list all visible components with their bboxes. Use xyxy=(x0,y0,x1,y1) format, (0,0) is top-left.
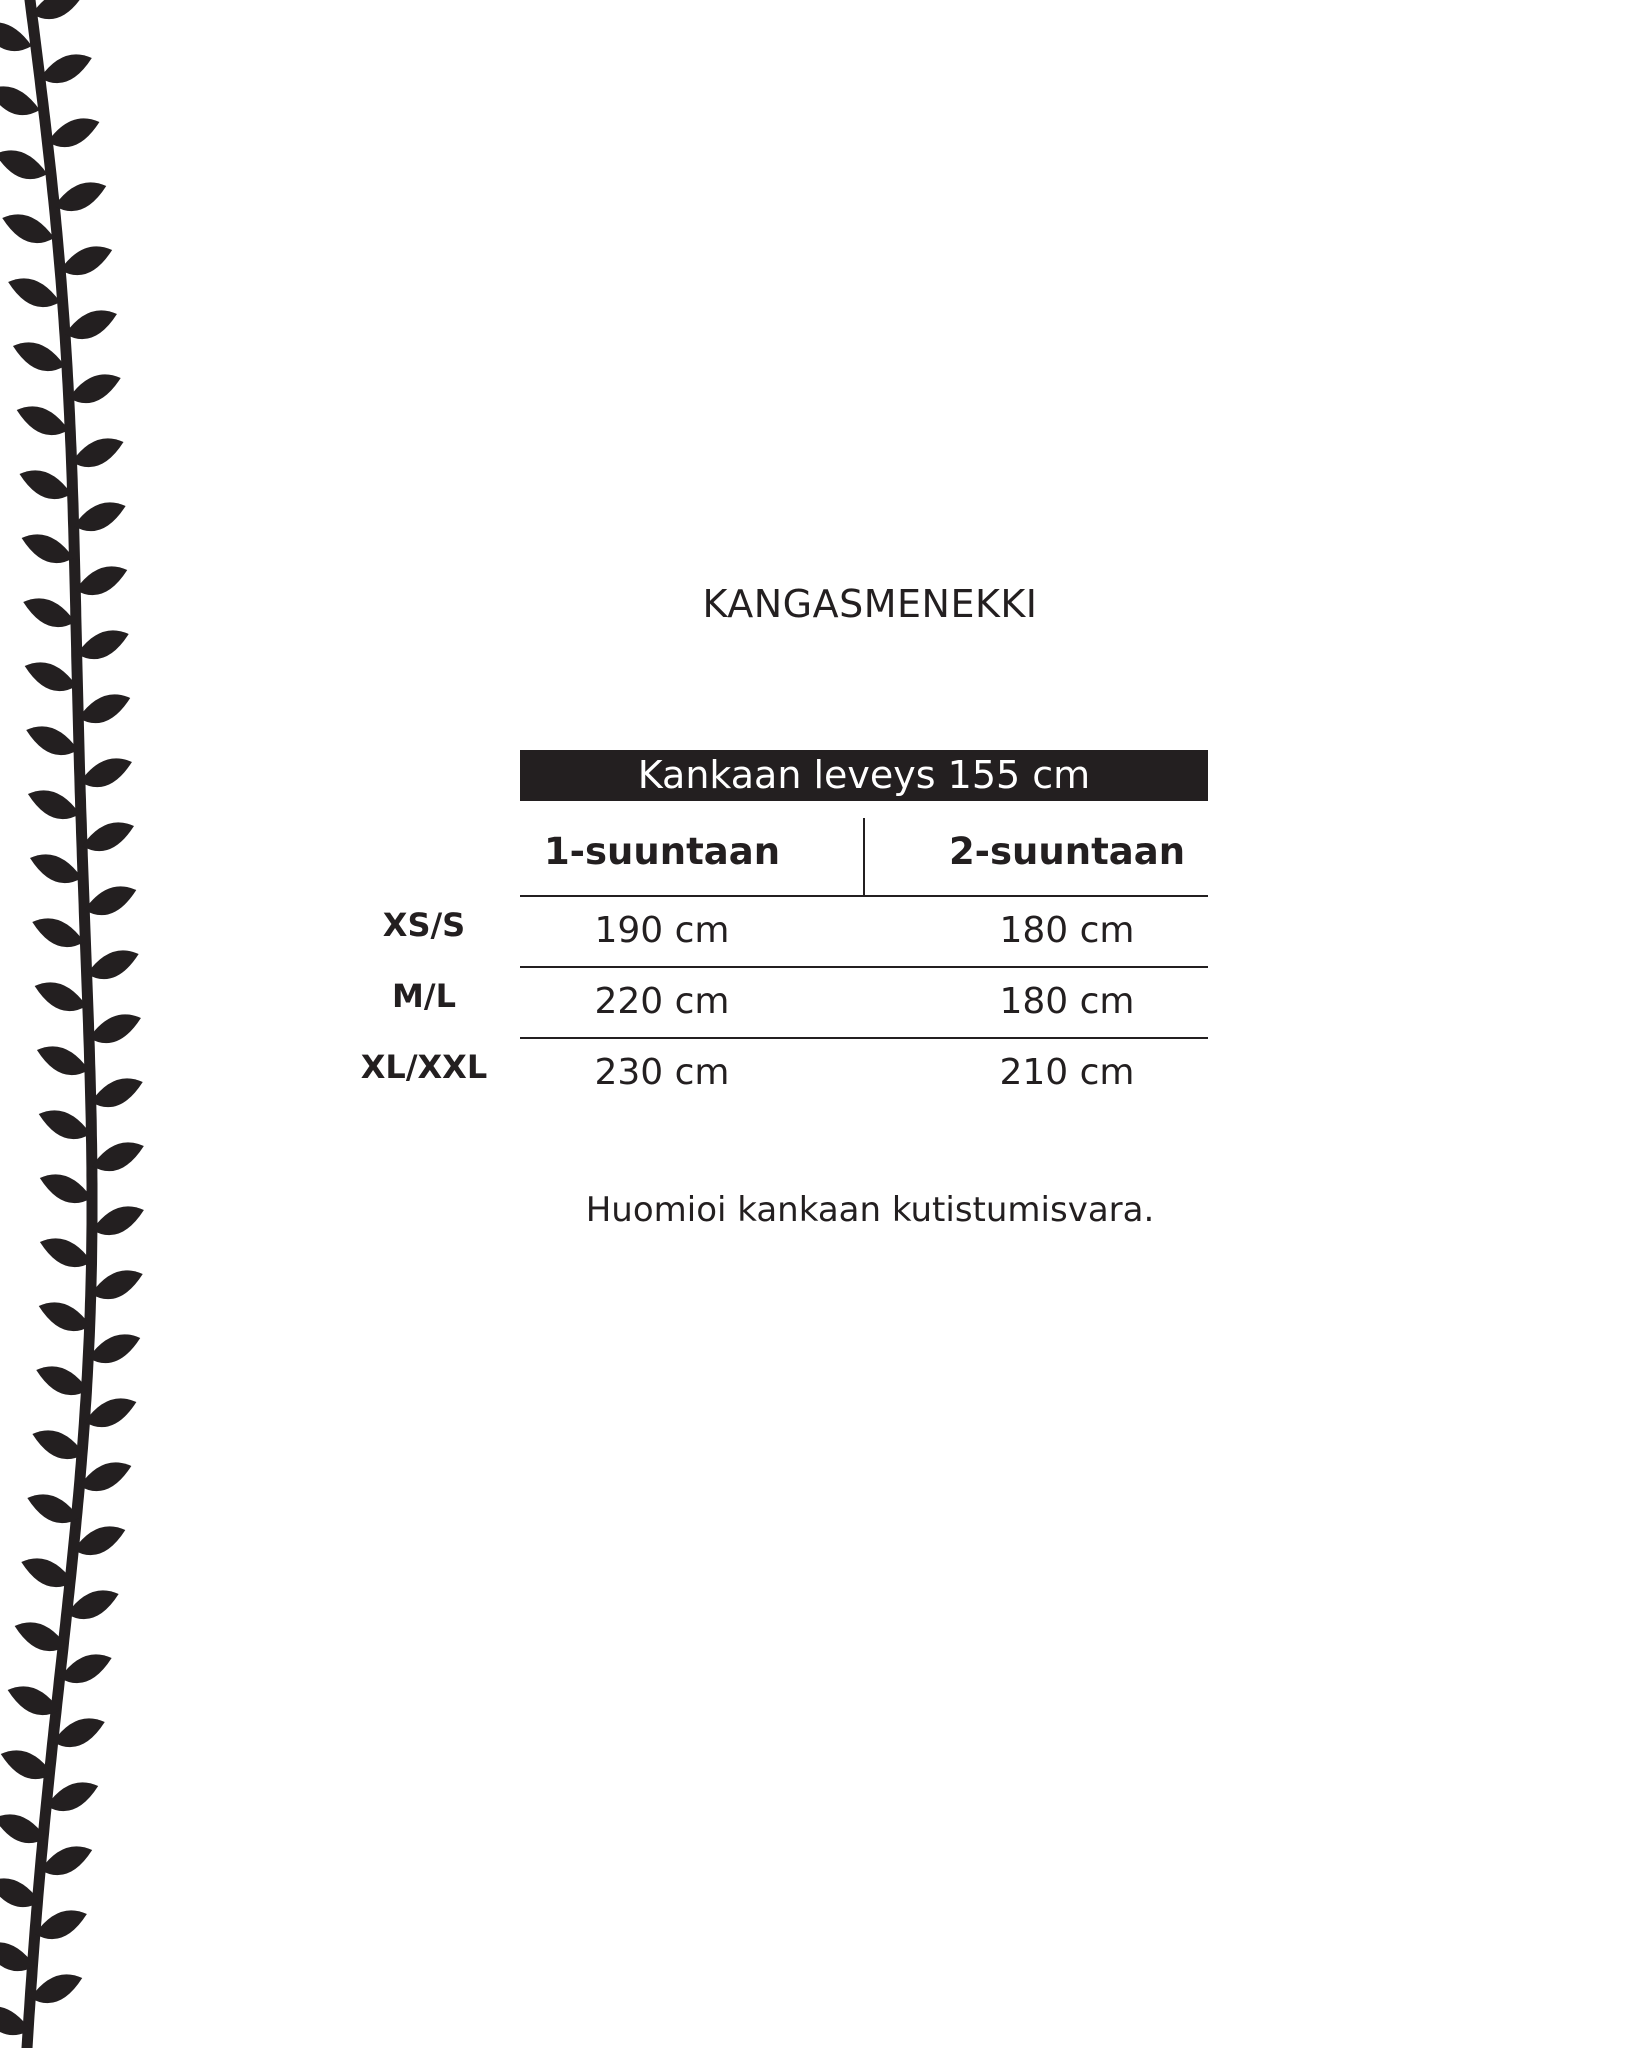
table-cell: 180 cm xyxy=(999,981,1135,1022)
leaf-shape xyxy=(47,118,99,147)
leaf-shape xyxy=(73,1526,125,1555)
column-header-one-direction: 1-suuntaan xyxy=(543,830,781,873)
leaf-shape xyxy=(75,566,127,595)
row-divider xyxy=(520,895,1208,897)
table-cell: 220 cm xyxy=(594,981,730,1022)
leaf-shape xyxy=(60,1654,112,1683)
leaf-shape xyxy=(32,1430,84,1459)
leaf-shape xyxy=(65,310,117,339)
table-cell: 210 cm xyxy=(999,1052,1135,1093)
leaf-shape xyxy=(13,342,65,371)
leaf-shape xyxy=(39,1302,91,1331)
leaf-shape xyxy=(69,374,121,403)
size-label-m-l: M/L xyxy=(392,977,456,1015)
leaf-shape xyxy=(79,1462,131,1491)
leaf-shape xyxy=(22,534,74,563)
leaf-shape xyxy=(37,1046,89,1075)
leaf-shape xyxy=(40,1174,92,1203)
leaf-shape xyxy=(17,406,69,435)
fabric-width-header: Kankaan leveys 155 cm xyxy=(520,750,1208,801)
leaf-shape xyxy=(23,598,75,627)
leaf-shape xyxy=(74,502,126,531)
table-cell: 180 cm xyxy=(999,910,1135,951)
table-cell: 230 cm xyxy=(594,1052,730,1093)
leaf-shape xyxy=(20,470,72,499)
table-cell: 190 cm xyxy=(594,910,730,951)
column-header-two-direction: 2-suuntaan xyxy=(948,830,1186,873)
leaf-shape xyxy=(36,1366,88,1395)
leaf-shape xyxy=(2,214,54,243)
leaf-shape xyxy=(53,1718,105,1747)
leaf-shape xyxy=(1,1750,53,1779)
leaf-shape xyxy=(32,0,84,19)
leaf-shape xyxy=(60,246,112,275)
leaf-shape xyxy=(87,950,139,979)
leaf-shape xyxy=(40,1238,92,1267)
leaf-vine-decoration xyxy=(0,0,200,2048)
leaf-shape xyxy=(91,1078,143,1107)
leaf-shape xyxy=(40,1846,92,1875)
leaf-shape xyxy=(0,86,40,115)
leaf-shape xyxy=(82,822,134,851)
leaf-shape xyxy=(72,438,124,467)
leaf-shape xyxy=(46,1782,98,1811)
row-divider xyxy=(520,966,1208,968)
size-label-xl-xxl: XL/XXL xyxy=(360,1048,488,1086)
leaf-shape xyxy=(30,1974,82,2003)
leaf-shape xyxy=(30,854,82,883)
leaf-shape xyxy=(0,150,47,179)
leaf-shape xyxy=(91,1270,143,1299)
leaf-shape xyxy=(84,886,136,915)
leaf-shape xyxy=(35,982,87,1011)
leaf-shape xyxy=(78,694,130,723)
leaf-shape xyxy=(88,1334,140,1363)
size-label-xs-s: XS/S xyxy=(382,906,466,944)
leaf-shape xyxy=(77,630,129,659)
leaf-shape xyxy=(39,1110,91,1139)
leaf-shape xyxy=(80,758,132,787)
leaf-shape xyxy=(84,1398,136,1427)
leaf-shape xyxy=(25,662,77,691)
leaf-shape xyxy=(21,1558,73,1587)
leaf-shape xyxy=(26,726,78,755)
leaf-shape xyxy=(89,1014,141,1043)
leaf-shape xyxy=(15,1622,67,1651)
row-divider xyxy=(520,1037,1208,1039)
leaf-shape xyxy=(32,918,84,947)
leaf-shape xyxy=(27,1494,79,1523)
leaf-shape xyxy=(92,1206,144,1235)
page-title: KANGASMENEKKI xyxy=(702,582,1038,626)
leaf-shape xyxy=(8,278,60,307)
leaf-shape xyxy=(54,182,106,211)
leaf-shape xyxy=(40,54,92,83)
leaf-shape xyxy=(92,1142,144,1171)
leaf-shape xyxy=(8,1686,60,1715)
shrinkage-note: Huomioi kankaan kutistumisvara. xyxy=(585,1190,1155,1230)
leaf-shape xyxy=(28,790,80,819)
column-divider xyxy=(863,818,865,896)
leaf-shape xyxy=(35,1910,87,1939)
leaf-shape xyxy=(0,22,32,51)
leaf-shape xyxy=(67,1590,119,1619)
